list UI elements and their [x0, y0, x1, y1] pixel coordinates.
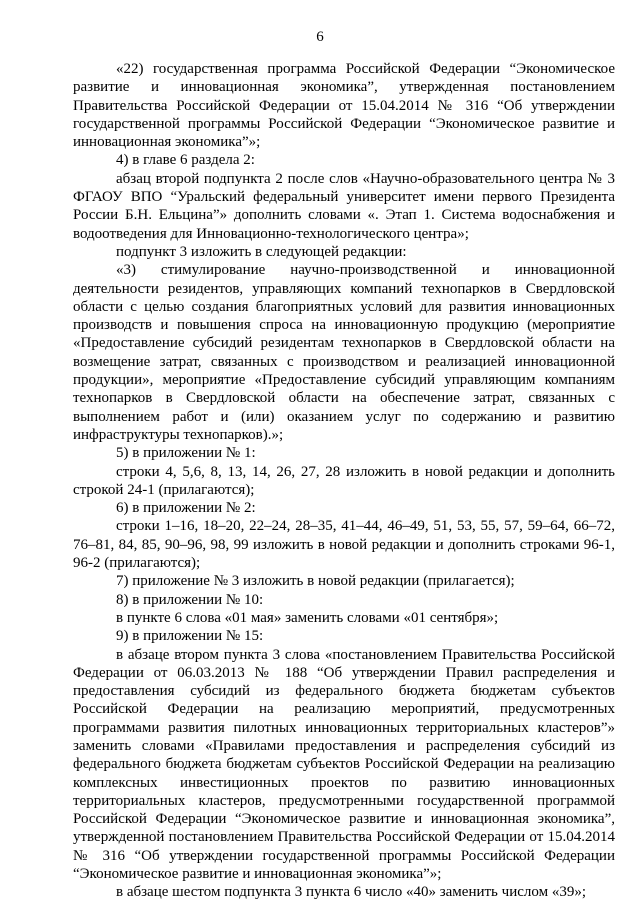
paragraph-subitem-2-amendment: абзац второй подпункта 2 после слов «Научно-образовательного центра № 3 ФГАОУ ВПО “Уральский федеральный университет имени первого Президента России Б.Н. Ельцина”» дополнить словами «. Этап 1. Система водоснабжения и водоотведения для Инновационно-технологического центра»;	[73, 170, 615, 242]
paragraph-item-9-heading: 9) в приложении № 15:	[116, 628, 264, 645]
paragraph-item-6-heading: 6) в приложении № 2:	[116, 500, 256, 517]
paragraph-item-22: «22) государственная программа Российской Федерации “Экономическое развитие и инновационная экономика”, утвержденная постановлением Правительства Российской Федерации от 15.04.2014 № 316 “Об утверждении государственной программы Российской Федерации “Экономическое развитие и инновационная экономика”»;	[73, 61, 615, 151]
paragraph-appendix-1-rows: строки 4, 5,6, 8, 13, 14, 26, 27, 28 изложить в новой редакции и дополнить строкой 24-1 (прилагаются);	[73, 463, 615, 498]
document-body	[73, 60, 615, 902]
paragraph-item-4-heading: 4) в главе 6 раздела 2:	[116, 152, 255, 169]
paragraph-subitem-3-intro: подпункт 3 изложить в следующей редакции:	[116, 243, 407, 260]
paragraph-appendix-15-replacement: в абзаце втором пункта 3 слова «постановлением Правительства Российской Федерации от 06.03.2013 № 188 “Об утверждении Правил распределения и предоставления субсидий из федерального бюджета бюджетам субъектов Российской Федерации на реализацию мероприятий, предусмотренных программами развития пилотных инновационных территориальных кластеров”» заменить словами «Правилами предоставления и распределения субсидий из федерального бюджета бюджетам субъектов Российской Федерации на реализацию комплексных инвестиционных проектов по развитию инновационных территориальных кластеров, предусмотренными государственной программой Российской Федерации “Экономическое развитие и инновационная экономика”, утвержденной постановлением Правительства Российской Федерации от 15.04.2014 № 316 “Об утверждении государственной программы Российской Федерации “Экономическое развитие и инновационная экономика”»;	[73, 646, 615, 883]
paragraph-appendix-2-rows: строки 1–16, 18–20, 22–24, 28–35, 41–44, 46–49, 51, 53, 55, 57, 59–64, 66–72, 76–81, 84, 85, 90–96, 98, 99 изложить в новой редакции и дополнить строками 96-1, 96-2 (прилагаются);	[73, 518, 615, 572]
paragraph-subitem-3-text: «3) стимулирование научно-производственной и инновационной деятельности резидентов, управляющих компаний технопарков в Свердловской области с целью создания благоприятных условий для развития инновационных производств и повышения спроса на инновационную продукцию (мероприятие «Предоставление субсидий резидентам технопарков в Свердловской области на возмещение затрат, связанных с производством и реализацией инновационной продукции», мероприятие «Предоставление субсидий управляющим компаниям технопарков в Свердловской области на обеспечение затрат, связанных с выполнением работ и (или) оказанием услуг по содержанию и развитию инфраструктуры технопарков).»;	[73, 262, 615, 443]
paragraph-item-7: 7) приложение № 3 изложить в новой редакции (прилагается);	[116, 573, 515, 590]
page-number: 6	[316, 29, 324, 45]
paragraph-item-8-heading: 8) в приложении № 10:	[116, 591, 264, 608]
paragraph-appendix-15-number: в абзаце шестом подпункта 3 пункта 6 число «40» заменить числом «39»;	[116, 884, 586, 901]
paragraph-appendix-10-date: в пункте 6 слова «01 мая» заменить словами «01 сентября»;	[116, 609, 499, 626]
paragraph-item-5-heading: 5) в приложении № 1:	[116, 445, 256, 462]
